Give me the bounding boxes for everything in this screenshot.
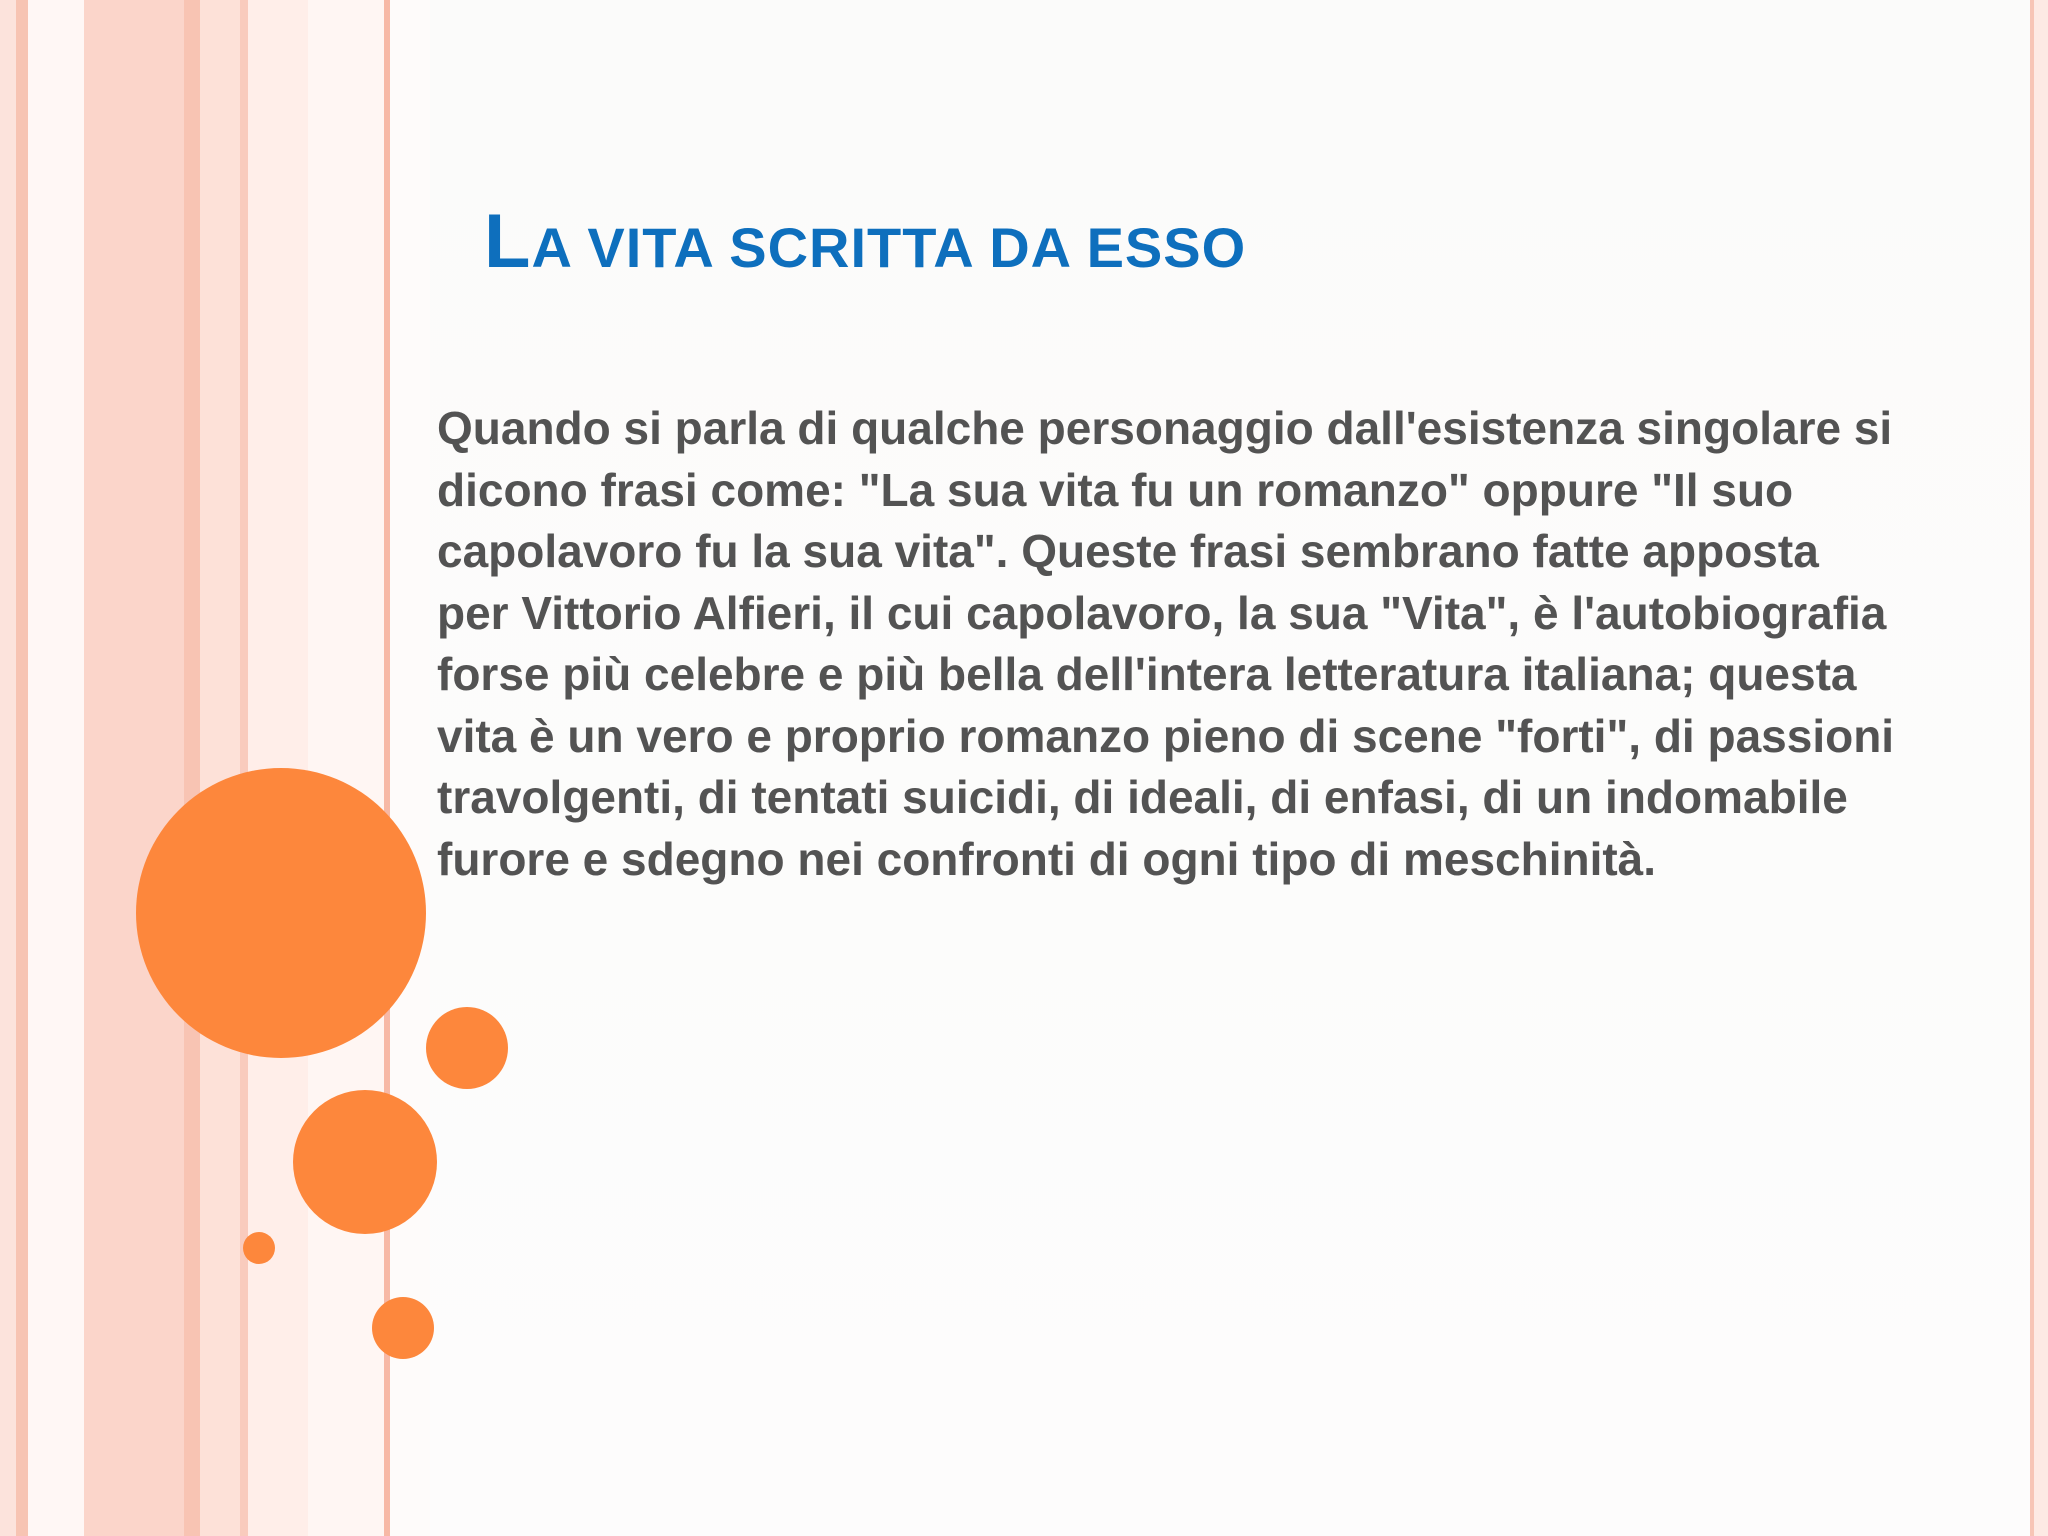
slide-body-text: Quando si parla di qualche personaggio dall'esistenza singolare si dicono frasi come: "La sua vita fu un romanzo" oppure "Il suo capolavoro fu la sua vita". Queste frasi sembrano fatte apposta per Vittorio Alfieri, il cui capolavoro, la sua "Vita", è l'autobiografia forse più celebre e più bella dell'intera letteratura italiana; questa vita è un vero e proprio romanzo pieno di scene "forti", di passioni travolgenti, di tentati suicidi, di ideali, di enfasi, di un indomabile furore e sdegno nei confronti di ogni tipo di meschinità. [437, 402, 1895, 885]
decorative-stripe [200, 0, 240, 1536]
decorative-stripe [0, 0, 16, 1536]
decorative-circle-small [372, 1297, 434, 1359]
decorative-stripe [240, 0, 248, 1536]
decorative-stripe [184, 0, 200, 1536]
slide-title [484, 198, 1246, 285]
decorative-stripe [28, 0, 84, 1536]
decorative-circle-small [426, 1007, 508, 1089]
decorative-stripe [308, 0, 384, 1536]
decorative-circle-medium [293, 1090, 437, 1234]
slide-title-rest: A VITA SCRITTA DA ESSO [531, 216, 1247, 279]
decorative-circle-large [136, 768, 426, 1058]
decorative-stripe-right [2034, 0, 2048, 1536]
decorative-stripe [84, 0, 184, 1536]
decorative-stripe [16, 0, 28, 1536]
slide-title-initial: L [484, 199, 532, 284]
decorative-circle-tiny [243, 1232, 275, 1264]
